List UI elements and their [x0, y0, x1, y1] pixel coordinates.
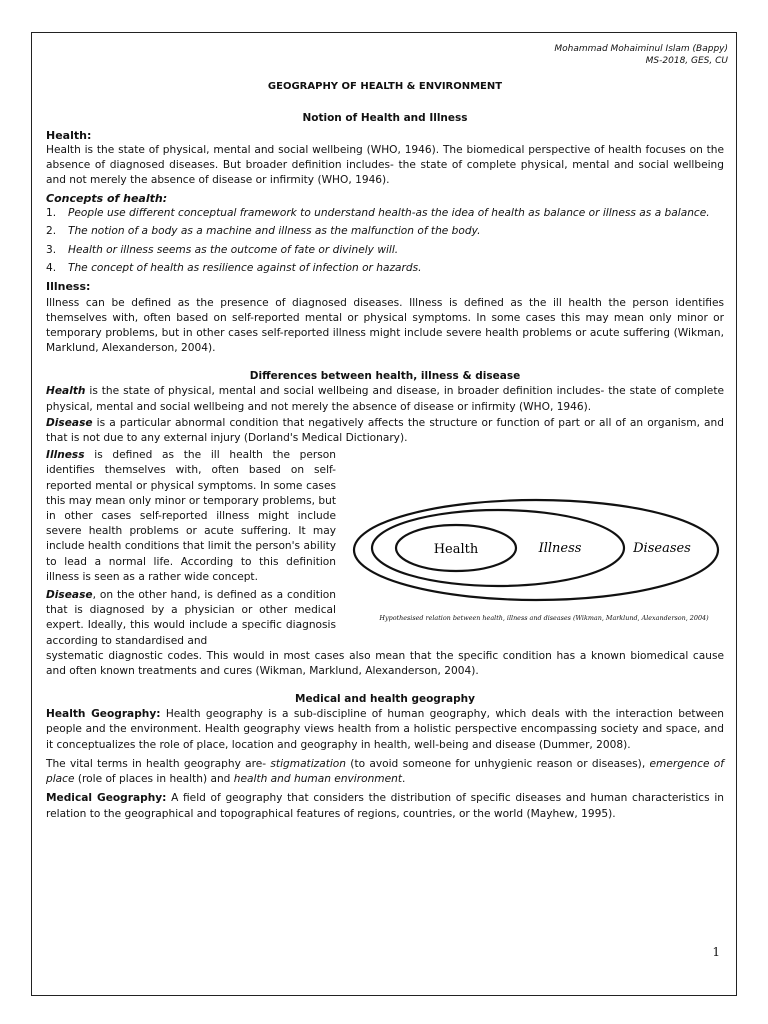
health-definition: Health is the state of physical, mental and social wellbeing and disease, in broader definition includes- the state of complete physical, mental and social wellbeing and not merely the absence of disease or infirmity (WHO, 1946). [46, 385, 724, 413]
illness-ellipse [372, 510, 624, 586]
concept-item: 4. The concept of health as resilience against of infection or hazards. [46, 262, 422, 275]
section-heading-notion: Notion of Health and Illness [302, 112, 468, 124]
medical-geography-label: Medical Geography: [46, 792, 167, 805]
medical-geography-paragraph: Medical Geography: A field of geography that considers the distribution of specific diseases and human characteristics in relation to the geographical and topographical features of regions, countries, or the world (Mayhew, 1995). [46, 792, 724, 820]
page-content [46, 43, 728, 822]
health-geography-label: Health Geography: [46, 708, 161, 721]
disease-definition: Disease is a particular abnormal condition that negatively affects the structure or function of part or all of an organism, and that is not due to any external injury (Dorland's Medical Dictionary). [46, 416, 724, 445]
concepts-label: Concepts of health: [46, 191, 168, 205]
disease-physician-definition: Disease, on the other hand, is defined as a condition that is diagnosed by a physician or other medical expert. Ideally, this would include a specific diagnosis according to standardised and [46, 589, 336, 647]
health-illness-disease-diagram [350, 486, 730, 636]
program-line: MS-2018, GES, CU [645, 56, 728, 66]
concept-item: 3. Health or illness seems as the outcome of fate or divinely will. [46, 243, 399, 256]
health-label: Health: [46, 129, 92, 142]
health-term: Health [46, 385, 86, 398]
page-number: 1 [712, 945, 720, 959]
section-heading-differences: Differences between health, illness & disease [249, 370, 521, 383]
illness-term: Illness [46, 449, 85, 462]
health-geography-paragraph: Health Geography: Health geography is a sub-discipline of human geography, which deals with the interaction between people and the environment. Health geography views health from a holistic perspective encompassing society and space, and it conceptualizes the role of place, location and geography in health, well-being and disease (Dummer, 2008). [46, 708, 724, 751]
section-heading-medical: Medical and health geography [295, 693, 475, 706]
disease-continuation: systematic diagnostic codes. This would in most cases also mean that the specific condition has a known biomedical cause and often known treatments and cures (Wikman, Marklund, Alexanderson, 2004). [46, 649, 724, 678]
vital-terms-paragraph: The vital terms in health geography are- stigmatization (to avoid someone for unhygienic reason or diseases), emergence of place (role of places in health) and health and human environment. [46, 757, 724, 786]
left-column [46, 448, 336, 649]
concept-item: 1. People use different conceptual framework to understand health-as the idea of health as balance or illness as a balance. [46, 206, 710, 219]
illness-label-svg: Illness [538, 541, 582, 557]
health-label-svg: Health [433, 542, 479, 558]
illness-label: Illness: [46, 279, 91, 293]
concept-item: 2. The notion of a body as a machine and illness as the malfunction of the body. [46, 225, 481, 238]
health-paragraph: Health is the state of physical, mental and social wellbeing (WHO, 1946). The biomedical perspective of health focuses on the absence of diagnosed diseases. But broader definition includes- the state of complete physical, mental and social wellbeing and not merely the absence of disease or infirmity (WHO, 1946). [46, 144, 724, 187]
diagram-caption: Hypothesised relation between health, illness and diseases (Wikman, Marklund, Alexanderson, 2004) [379, 614, 709, 623]
nested-ellipses-svg [350, 486, 730, 616]
disease-term-2: Disease [46, 589, 93, 602]
illness-disease-block [46, 448, 724, 649]
diseases-label-svg: Diseases [633, 541, 691, 557]
concepts-list [46, 206, 724, 277]
illness-paragraph: Illness can be defined as the presence of diagnosed diseases. Illness is defined as the ill health the person identifies themselves with, often based on self-reported mental or physical symptoms. In some cases this may mean only minor or temporary problems, but in other cases self-reported illness might include severe health problems or acute suffering (Wikman, Marklund, Alexanderson, 2004). [46, 296, 724, 355]
document-page [31, 32, 737, 996]
illness-definition: Illness is defined as the ill health the person identifies themselves with, often based on self-reported mental or physical symptoms. In some cases this may mean only minor or temporary problems, but in other cases self-reported illness might include severe health problems or acute suffering. It may include health conditions that limit the person's ability to lead a normal life. According to this definition illness is seen as a rather wide concept. [46, 449, 336, 583]
document-title: GEOGRAPHY OF HEALTH & ENVIRONMENT [267, 81, 503, 92]
author-line: Mohammad Mohaiminul Islam (Bappy) [554, 44, 728, 54]
disease-term: Disease [46, 416, 93, 429]
